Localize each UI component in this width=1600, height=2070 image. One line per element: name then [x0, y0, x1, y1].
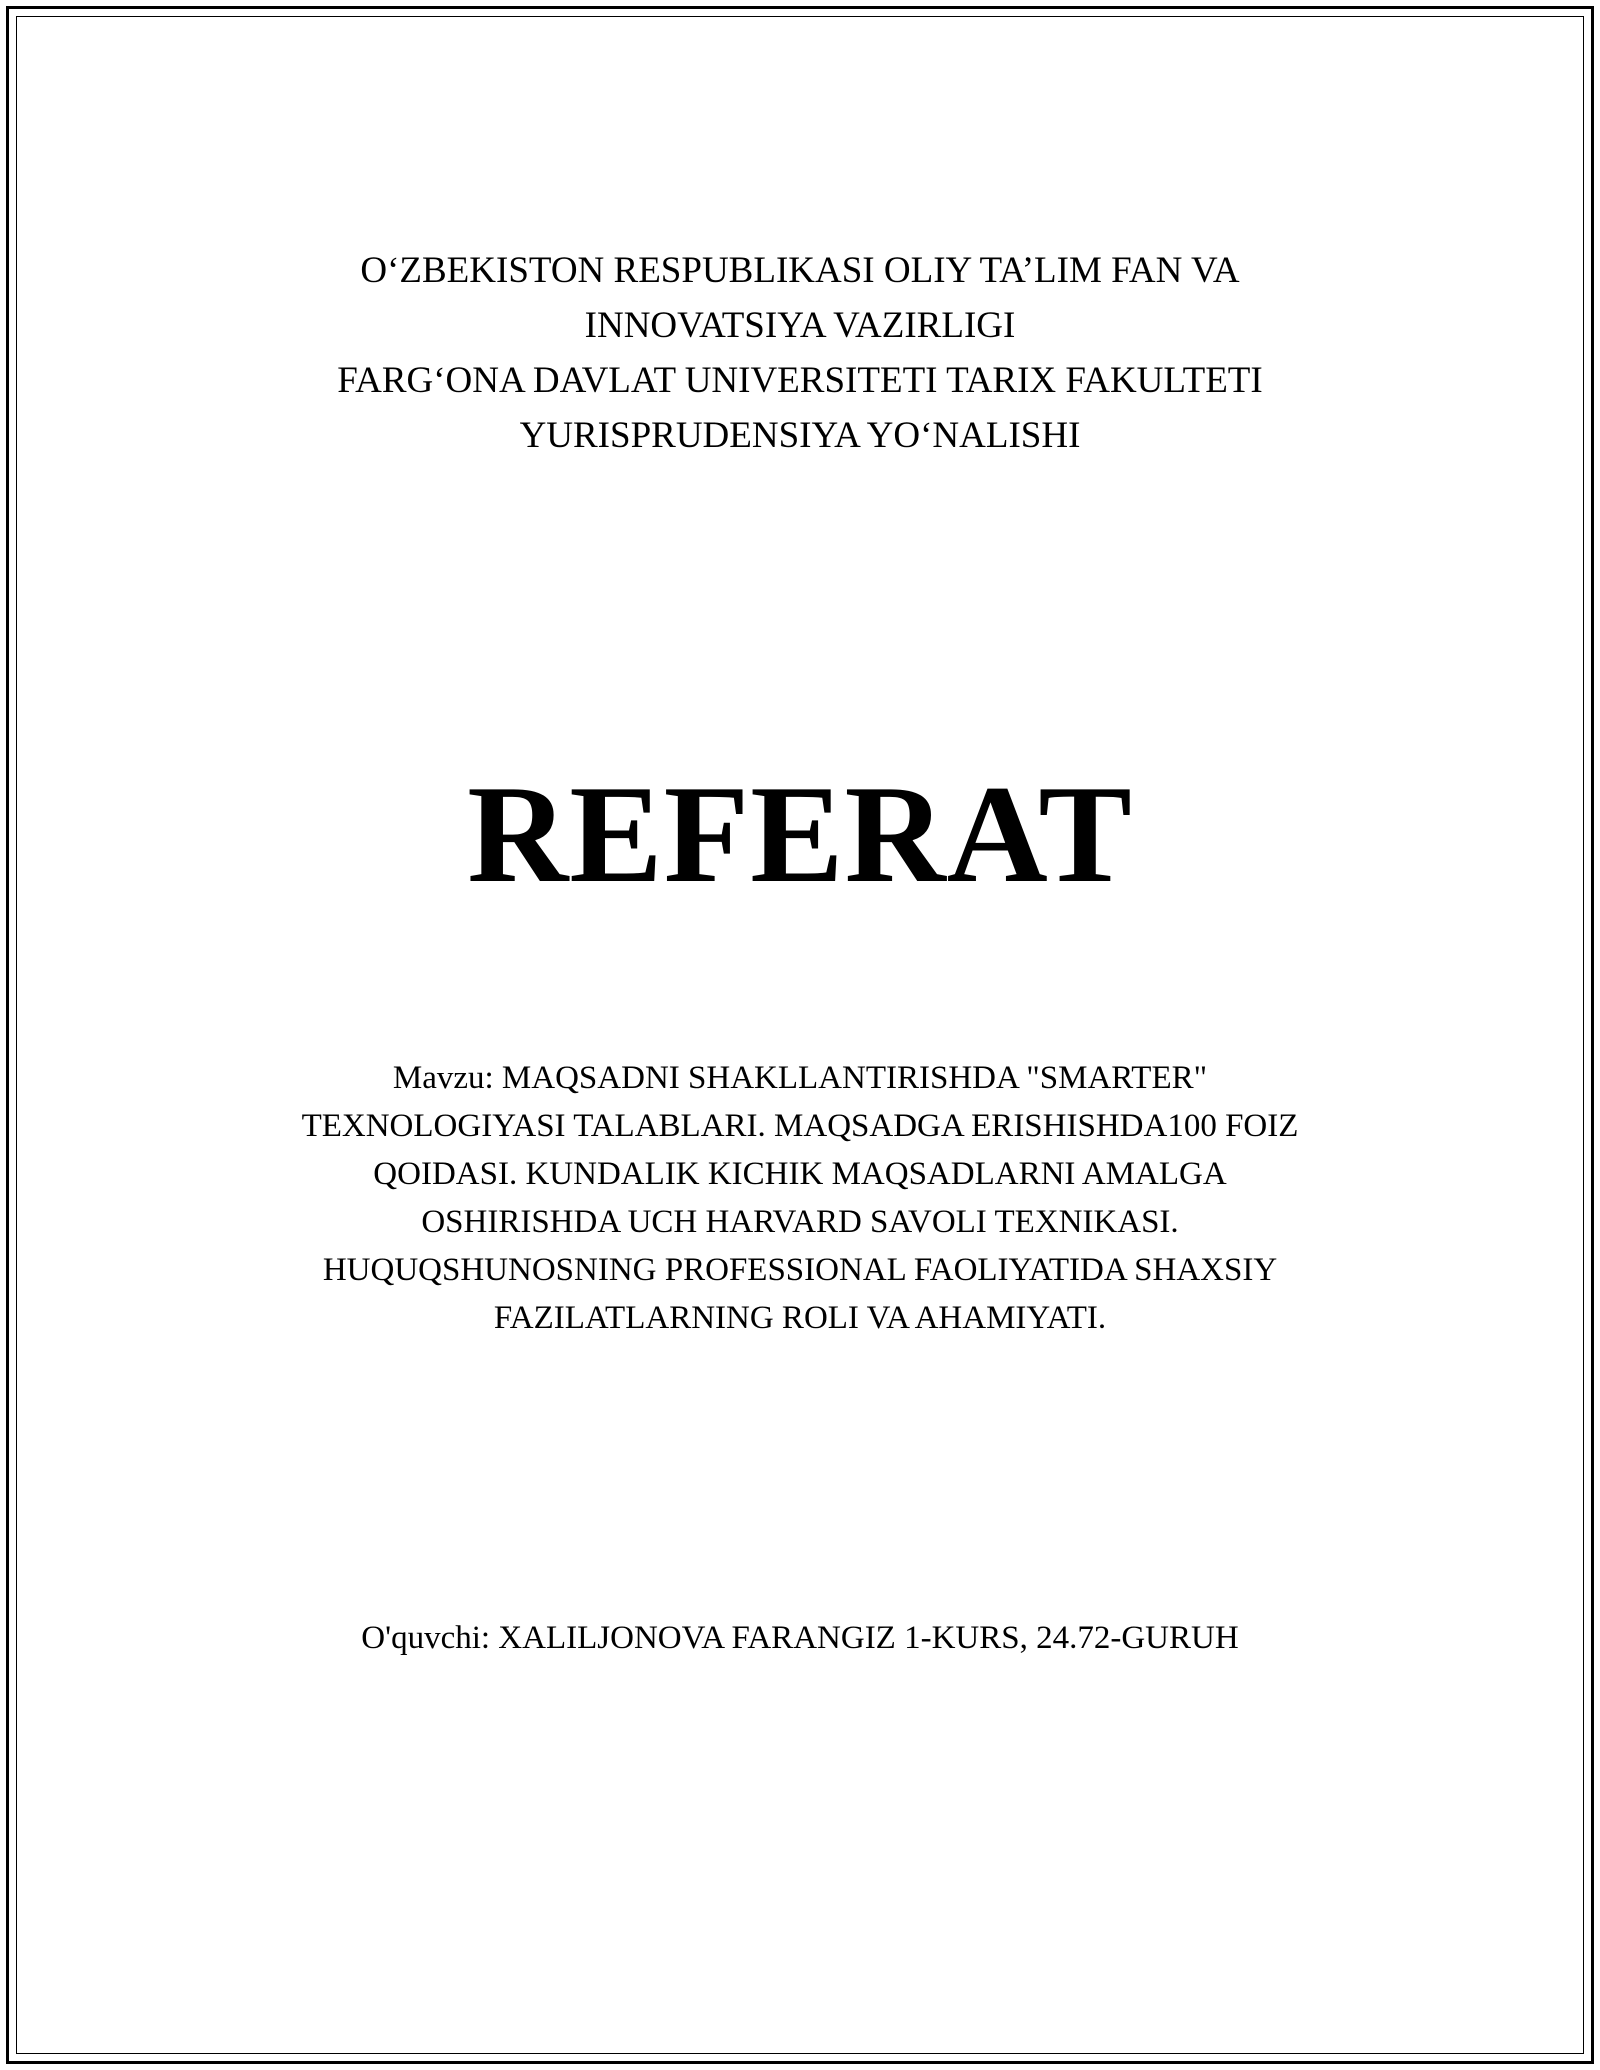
topic-line: Mavzu: MAQSADNI SHAKLLANTIRISHDA "SMARTER" [392, 1060, 1208, 1096]
topic-line: FAZILATLARNING ROLI VA AHAMIYATI. [493, 1300, 1107, 1336]
header-line: YURISPRUDENSIYA YO‘NALISHI [519, 415, 1081, 456]
header-line: O‘ZBEKISTON RESPUBLIKASI OLIY TA’LIM FAN VA [360, 250, 1240, 291]
document-title: REFERAT [467, 757, 1133, 912]
header-line: FARG‘ONA DAVLAT UNIVERSITETI TARIX FAKULTETI [337, 360, 1263, 401]
topic-line: HUQUQSHUNOSNING PROFESSIONAL FAOLIYATIDA SHAXSIY [322, 1252, 1278, 1288]
student-info: O'quvchi: XALILJONOVA FARANGIZ 1-KURS, 24.72-GURUH [361, 1620, 1239, 1656]
topic-block [0, 1054, 1600, 1342]
topic-line: OSHIRISHDA UCH HARVARD SAVOLI TEXNIKASI. [421, 1204, 1179, 1240]
topic-line: TEXNOLOGIYASI TALABLARI. MAQSADGA ERISHISHDA100 FOIZ [301, 1108, 1299, 1144]
topic-line: QOIDASI. KUNDALIK KICHIK MAQSADLARNI AMALGA [373, 1156, 1227, 1192]
institution-header [0, 243, 1600, 463]
header-line: INNOVATSIYA VAZIRLIGI [584, 305, 1016, 346]
